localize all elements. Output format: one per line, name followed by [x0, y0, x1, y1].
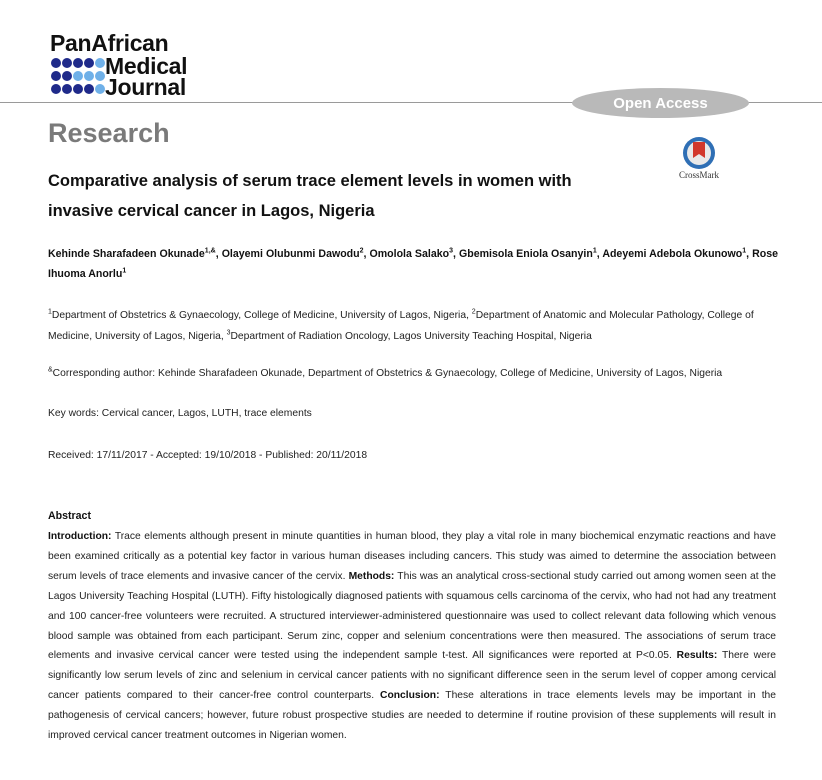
logo-line-3: Journal	[105, 74, 186, 100]
abstract-heading: Abstract	[48, 510, 91, 522]
abstract-body	[48, 527, 776, 746]
author-affiliation-marker: 2	[359, 247, 364, 255]
affiliation-marker: 3	[226, 329, 231, 337]
journal-logo	[50, 30, 200, 100]
abstract-section-label: Introduction:	[48, 531, 112, 542]
affiliation-marker: 2	[471, 308, 476, 316]
logo-dots-icon	[50, 57, 106, 99]
crossmark-label: CrossMark	[679, 170, 719, 180]
corresponding-author	[48, 368, 788, 379]
author-name: Adeyemi Adebola Okunowo	[602, 248, 743, 260]
abstract-section-text: This was an analytical cross-sectional study carried out among women seen at the Lagos University Teaching Hospital (LUTH). Fifty histologically diagnosed patients with squamous cells carcinoma of the cervix, who had not had any treatment and 100 cancer-free volunteers were recruited. A structured interviewer-administered questionnaire was used to collect relevant data following which venous blood sample was obtained from each participant. Serum zinc, copper and selenium concentrations were then measured. The associations of serum trace elements and invasive cervical cancer were tested using the independent sample t-test. All significances were reported at P<0.05.	[48, 570, 777, 662]
author-name: Omolola Salako	[369, 248, 450, 260]
author-affiliation-marker: 1	[592, 247, 597, 255]
open-access-badge: Open Access	[572, 88, 749, 118]
abstract-section-text: Trace elements although present in minute quantities in human blood, they play a vital role in many biochemical enzymatic reactions and have been examined critically as a potential key factor in various human diseases including cancers. This study was aimed to determine the association between serum levels of trace elements and invasive cancer of the cervix.	[48, 531, 776, 582]
section-label: Research	[48, 118, 170, 148]
logo-line-1: PanAfrican	[50, 30, 169, 56]
crossmark-button[interactable]	[674, 136, 724, 186]
author-name: Rose Ihuoma Anorlu	[48, 248, 778, 280]
author-name: Olayemi Olubunmi Dawodu	[221, 248, 360, 260]
keywords: Key words: Cervical cancer, Lagos, LUTH, trace elements	[48, 408, 312, 419]
corresponding-marker: &	[48, 366, 53, 374]
author-affiliation-marker: 1,&	[204, 247, 216, 255]
affiliation-text: Department of Radiation Oncology, Lagos University Teaching Hospital, Nigeria	[230, 331, 592, 342]
affiliation-text: Department of Anatomic and Molecular Pathology, College of Medicine, University of Lagos, Nigeria,	[48, 310, 754, 342]
author-name: Kehinde Sharafadeen Okunade	[48, 248, 205, 260]
abstract-section-text: These alterations in trace elements levels may be important in the pathogenesis of cervical cancers; however, future robust prospective studies are needed to determine if routine provision of these supplements will result in improved cervical cancer treatment outcomes in Nigerian women.	[48, 690, 777, 742]
affiliations	[48, 305, 788, 347]
author-affiliation-marker: 1	[122, 267, 127, 275]
author-affiliation-marker: 3	[449, 247, 453, 255]
publication-dates: Received: 17/11/2017 - Accepted: 19/10/2018 - Published: 20/11/2018	[48, 450, 368, 461]
author-list: Kehinde Sharafadeen Okunade$^{1,\&}$, Olayemi Olubunmi Dawodu$^2$, Omolola Salako$^3$, Gbemisola Eniola Osanyin$^1$, Adeyemi Adebola Okunowo$^1$, Rose Ihuoma Anorlu$^1$	[48, 247, 778, 280]
abstract-section-label: Methods:	[348, 570, 395, 582]
abstract-section-label: Results:	[676, 650, 718, 662]
affiliation-marker: 1	[48, 308, 52, 316]
article-title: Comparative analysis of serum trace element levels in women with invasive cervical cancer in Lagos, Nigeria	[48, 172, 572, 220]
abstract-section-text: There were significantly low serum levels of zinc and selenium in cervical cancer patients with no significant difference seen in the serum level of copper among cervical cancer patients compared to their cancer-free control counterparts.	[48, 650, 776, 702]
author-affiliation-marker: 1	[742, 247, 747, 255]
author-name: Gbemisola Eniola Osanyin	[458, 248, 593, 260]
affiliation-text: Department of Obstetrics & Gynaecology, College of Medicine, University of Lagos, Nigeria,	[51, 310, 472, 321]
abstract-section-label: Conclusion:	[380, 690, 440, 702]
corresponding-text: Corresponding author: Kehinde Sharafadeen Okunade, Department of Obstetrics & Gynaecology, College of Medicine, University of Lagos, Nigeria	[52, 368, 723, 379]
crossmark-icon	[674, 136, 724, 170]
logo-line-2: Medical	[105, 53, 188, 79]
